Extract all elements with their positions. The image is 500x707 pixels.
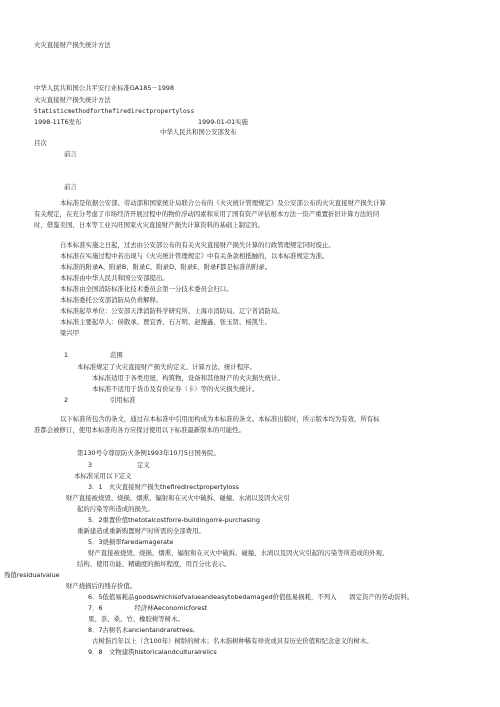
section-1-title: 范围 (110, 351, 123, 359)
section-3-line: 财产直接被烧毁、烧损、烟熏、辐射和在灭火中破拆、碰撞、水渍以及因火灾引起的污染等所造成的外观、 (88, 549, 389, 557)
section-1-line: 本标准适用于各类房屋，构筑物，设备和其他财产的火灾损失统计。 (92, 374, 284, 382)
foreword-p1-line: 本标准是依据公安部、劳动部和国家统计局联合公布的《火灾统计管理规定》及公安部公布的火灾直接财产损失计算 (60, 199, 386, 207)
section-3-line: 重新建造或重新购置财产时所需的全部费用。 (77, 527, 205, 535)
definition-5-3: 5．3烧损率faredamagerate (88, 538, 174, 546)
foreword-p2-line: 本标准起草单位：公安部天津消防科学研究所、上海市消防局、辽宁省消防局。 (60, 307, 284, 315)
section-2-line: 准都会被修订，使用本标准的各方应探讨使用以下标准最新版本的可能性。 (34, 426, 245, 434)
standard-name: 火灾直接财产损失统计方法 (34, 96, 111, 104)
issue-date: 1998-11T6发布 (34, 118, 82, 126)
foreword-p1-line: 时，借鉴美国、日本等工业兴旺国家火灾直接财产损失计算资料的基础上制定的。 (34, 221, 265, 229)
section-3-line: 起的污染等所造成的损失。 (77, 505, 154, 513)
foreword-p2-line: 本标准主要起草人：侯敬承、贾宜香、石万明、赵馥鑫、张玉贤、杨凯生、 (60, 318, 271, 326)
definition-residual-value: 残值residualvalue (4, 571, 60, 579)
definition-6-5: 6．5低值易耗品goodswhichisofvalueandeasytobedamaged价值低易损耗，不列入 固定资产的劳动资料。 (88, 593, 414, 601)
toc-heading: 目次 (34, 139, 47, 147)
standard-english-name: Statisticmethodforthefiredirectpropertyloss (34, 108, 195, 115)
foreword-heading: 前言 (64, 183, 77, 191)
foreword-p2-line: 本标准由中华人民共和国公安部提出。 (60, 274, 169, 282)
definition-7-6: 7．6 经济林Aeconomicforest (88, 604, 208, 612)
definition-5-2: 5．2重置价值thetotalcostforre-buildingorre-purchasing (88, 516, 260, 524)
issuer: 中华人民共和国公安部发布 (160, 128, 237, 136)
foreword-p2-line: 本标准在实施过程中若出现与《火灾统计管理规定》中有关条款相抵触的，以本标准规定为准。 (60, 252, 329, 260)
section-1-line: 本标准规定了火灾直接财产损失的定义、计算方法、统计程序。 (77, 363, 256, 371)
foreword-p2-line: 梁兴甲 (60, 329, 80, 337)
section-2-title: 引用标准 (110, 396, 136, 404)
foreword-p2-line: 本标准的附录A、附录B、附录C、附录D、附录E、附录F都是标准的附录。 (60, 263, 272, 271)
foreword-p1-line: 有关规定，在充分考虑了市场经济开展过程中的物价浮动因素和采用了国有资产评估根本方法一资产重置折旧计算方法的同 (34, 210, 380, 218)
standard-code: 中华人民共和国公共平安行业标准GA185－1998 (34, 84, 175, 92)
definition-3-1: 3．1 火灾直接财产损失thefiredirectpropertyloss (88, 483, 239, 491)
section-3-title: 定义 (137, 461, 150, 469)
section-1-number: 1 (64, 351, 69, 359)
foreword-p2-line: 自本标准实施之日起，过去由公安部公布的有关火灾直接财产损失计算的行政管理规定同时废止。 (60, 241, 335, 249)
definition-9-8: 9．8 文物建筑historicalandculturalrelics (88, 648, 217, 656)
section-2-line: 以下标准所包含的条文，通过在本标准中引用而构成为本标准的条文。本标准出版时，所示版本均为有效，所有标 (60, 415, 380, 423)
foreword-p2-line: 本标准委托公安部消防局负责解释。 (60, 296, 163, 304)
section-3-line: 财产直接被烧毁、烧损、烟熏、辐射和在灭火中破拆、碰撞、水渍以及因火灾引 (66, 494, 290, 502)
effective-date: 1999-01-01实施 (198, 118, 248, 126)
section-2-number: 2 (64, 396, 69, 404)
foreword-p2-line: 本标准由全国消防标准化技术委员会第一分技术委员会归口。 (60, 285, 233, 293)
section-3-line: 财产烧损后的残存价值。 (66, 582, 137, 590)
definition-8-7: 8．7古树名木ancientandraretrees, (88, 626, 196, 634)
doc-title: 火灾直接财产损失统计方法 (34, 41, 111, 49)
section-3-number: 3 (88, 461, 93, 469)
section-3-line: 果、茶、桑、竹、橡胶树等树木。 (88, 615, 184, 623)
section-3-line: 结构、使用功能、精确度的损坏程度，用百分比表示。 (77, 560, 231, 568)
section-2-line: 第130号令尊原防火条例1993年10月5日国务院。 (77, 449, 220, 457)
section-1-line: 本标准不适用于货币及有价证券（卡）等的火灾损失统计。 (92, 385, 259, 393)
section-3-line: 古树指百年以上（含100年）树龄的树木；名木指树种稀有珍贵或具有历史价值和纪念意义的树木。 (92, 637, 373, 645)
section-3-line: 本标准采用以下定义 (74, 472, 132, 480)
toc-item-foreword: 前言 (64, 150, 77, 158)
